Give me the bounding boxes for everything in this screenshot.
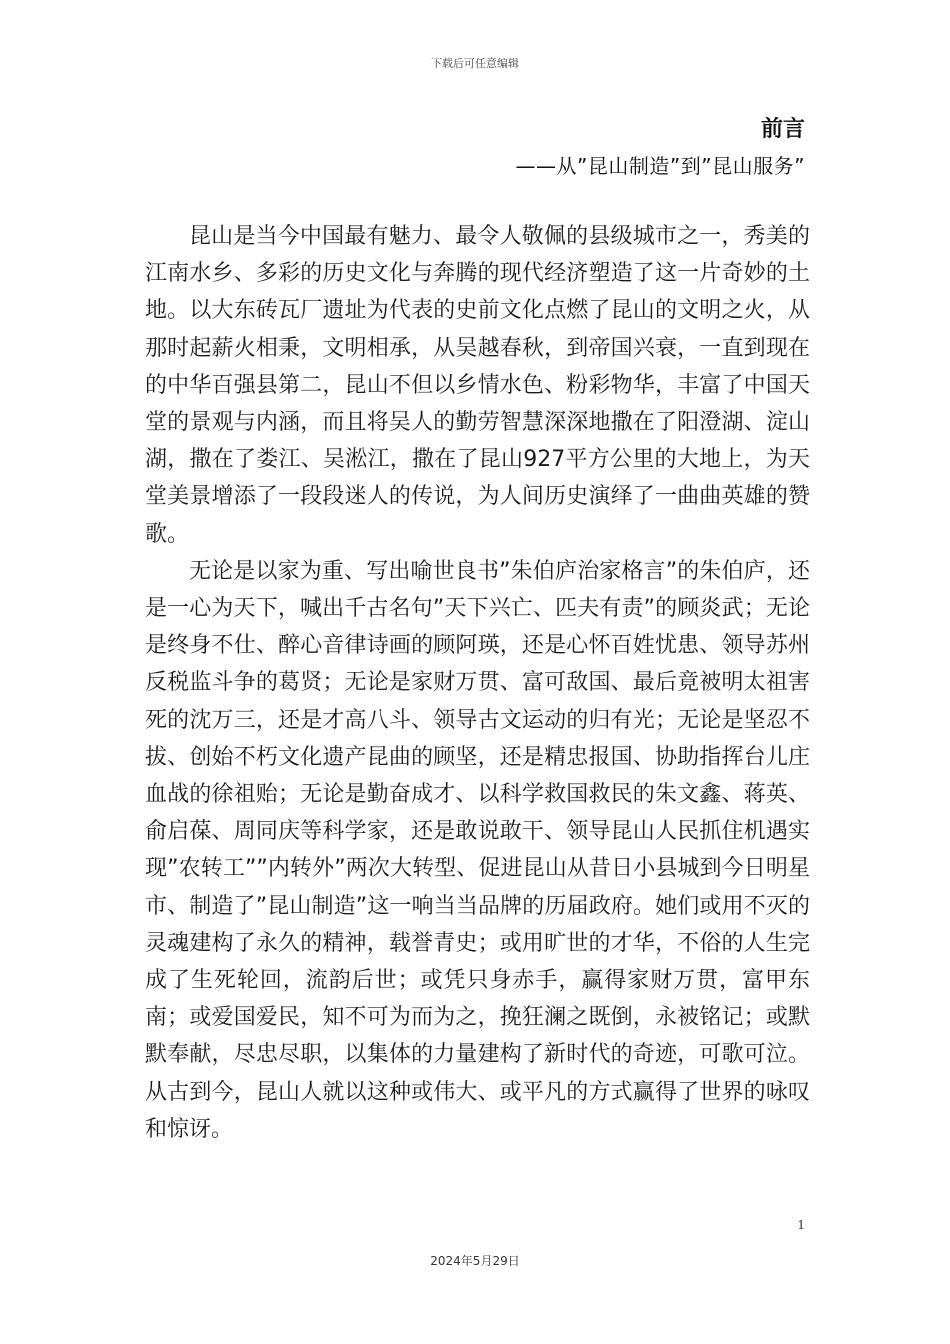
page-number: 1	[797, 1218, 805, 1232]
paragraph: 昆山是当今中国最有魅力、最令人敬佩的县级城市之一，秀美的江南水乡、多彩的历史文化与奔腾的现代经济塑造了这一片奇妙的土地。以大东砖瓦厂遗址为代表的史前文化点燃了昆山的文明之火，从那时起薪火相秉，文明相承，从吴越春秋，到帝国兴衰，一直到现在的中华百强县第二，昆山不但以乡情水色、粉彩物华，丰富了中国天堂的景观与内涵，而且将吴人的勤劳智慧深深地撒在了阳澄湖、淀山湖，撒在了娄江、吴淞江，撒在了昆山927平方公里的大地上，为天堂美景增添了一段段迷人的传说，为人间历史演绎了一曲曲英雄的赞歌。	[145, 224, 810, 547]
paragraph: 无论是以家为重、写出喻世良书”朱伯庐治家格言”的朱伯庐，还是一心为天下，喊出千古名句”天下兴亡、匹夫有责”的顾炎武；无论是终身不仕、醉心音律诗画的顾阿瑛，还是心怀百姓忧患、领导苏州反税监斗争的葛贤；无论是家财万贯、富可敌国、最后竟被明太祖害死的沈万三，还是才高八斗、领导古文运动的归有光；无论是坚忍不拔、创始不朽文化遗产昆曲的顾坚，还是精忠报国、协助指挥台儿庄血战的徐祖贻；无论是勤奋成才、以科学救国救民的朱文鑫、蒋英、俞启葆、周同庆等科学家，还是敢说敢干、领导昆山人民抓住机遇实现”农转工””内转外”两次大转型、促进昆山从昔日小县城到今日明星市、制造了”昆山制造”这一响当当品牌的历届政府。她们或用不灭的灵魂建构了永久的精神，载誉青史；或用旷世的才华，不俗的人生完成了生死轮回，流韵后世；或凭只身赤手，赢得家财万贯，富甲东南；或爱国爱民，知不可为而为之，挽狂澜之既倒，永被铭记；或默默奉献，尽忠尽职，以集体的力量建构了新时代的奇迹，可歌可泣。从古到今，昆山人就以这种或伟大、或平凡的方式赢得了世界的咏叹和惊讶。	[145, 558, 810, 1142]
document-body	[145, 218, 810, 1148]
footer-date: 2024年5月29日	[430, 1254, 520, 1268]
document-title: 前言	[760, 117, 805, 142]
header-note: 下载后可任意编辑	[431, 57, 519, 70]
document-subtitle: ——从”昆山制造”到”昆山服务”	[515, 154, 805, 178]
